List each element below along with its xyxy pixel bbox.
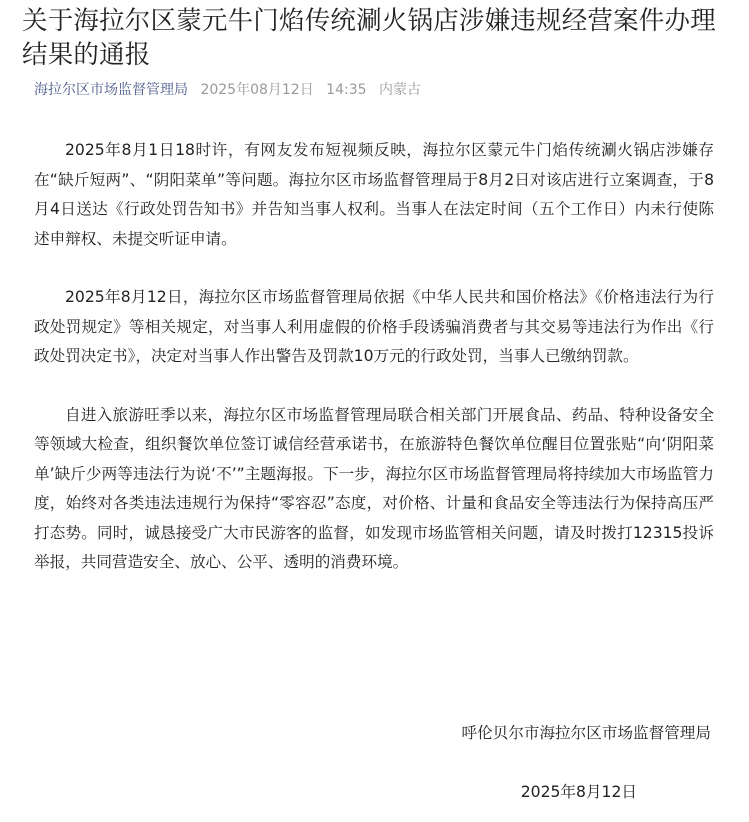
paragraph-3: 自进入旅游旺季以来，海拉尔区市场监督管理局联合相关部门开展食品、药品、特种设备安全等领域大检查，组织餐饮单位签订诚信经营承诺书，在旅游特色餐饮单位醒目位置张贴“向‘阴阳菜单’缺斤少两等违法行为说‘不’”主题海报。下一步，海拉尔区市场监督管理局将持续加大市场监管力度，始终对各类违法违规行为保持“零容忍”态度，对价格、计量和食品安全等违法行为保持高压严打态势。同时，诚恳接受广大市民游客的监督，如发现市场监管相关问题，请及时拨打12315投诉举报，共同营造安全、放心、公平、透明的消费环境。 [34,405,714,571]
article-body [34,136,714,607]
paragraph-2: 2025年8月12日，海拉尔区市场监督管理局依据《中华人民共和国价格法》《价格违法行为行政处罚规定》等相关规定，对当事人利用虚假的价格手段诱骗消费者与其交易等违法行为作出《行政处罚决定书》，决定对当事人作出警告及罚款10万元的行政处罚，当事人已缴纳罚款。 [34,288,714,365]
source-link[interactable]: 海拉尔区市场监督管理局 [34,82,188,98]
signature-organization: 呼伦贝尔市海拉尔区市场监督管理局 [461,724,711,742]
article-meta [34,80,421,100]
publish-time: 14:35 [326,82,367,98]
article-title: 关于海拉尔区蒙元牛门焰传统涮火锅店涉嫌违规经营案件办理结果的通报 [22,6,716,70]
publish-location: 内蒙古 [378,82,421,98]
paragraph-1: 2025年8月1日18时许，有网友发布短视频反映，海拉尔区蒙元牛门焰传统涮火锅店涉嫌存在“缺斤短两”、“阴阳菜单”等问题。海拉尔区市场监督管理局于8月2日对该店进行立案调查，于8月4日送达《行政处罚告知书》并告知当事人权利。当事人在法定时间（五个工作日）内未行使陈述申辩权、未提交听证申请。 [34,141,714,248]
signature-date: 2025年8月12日 [520,783,637,801]
publish-date: 2025年08月12日 [200,82,314,98]
